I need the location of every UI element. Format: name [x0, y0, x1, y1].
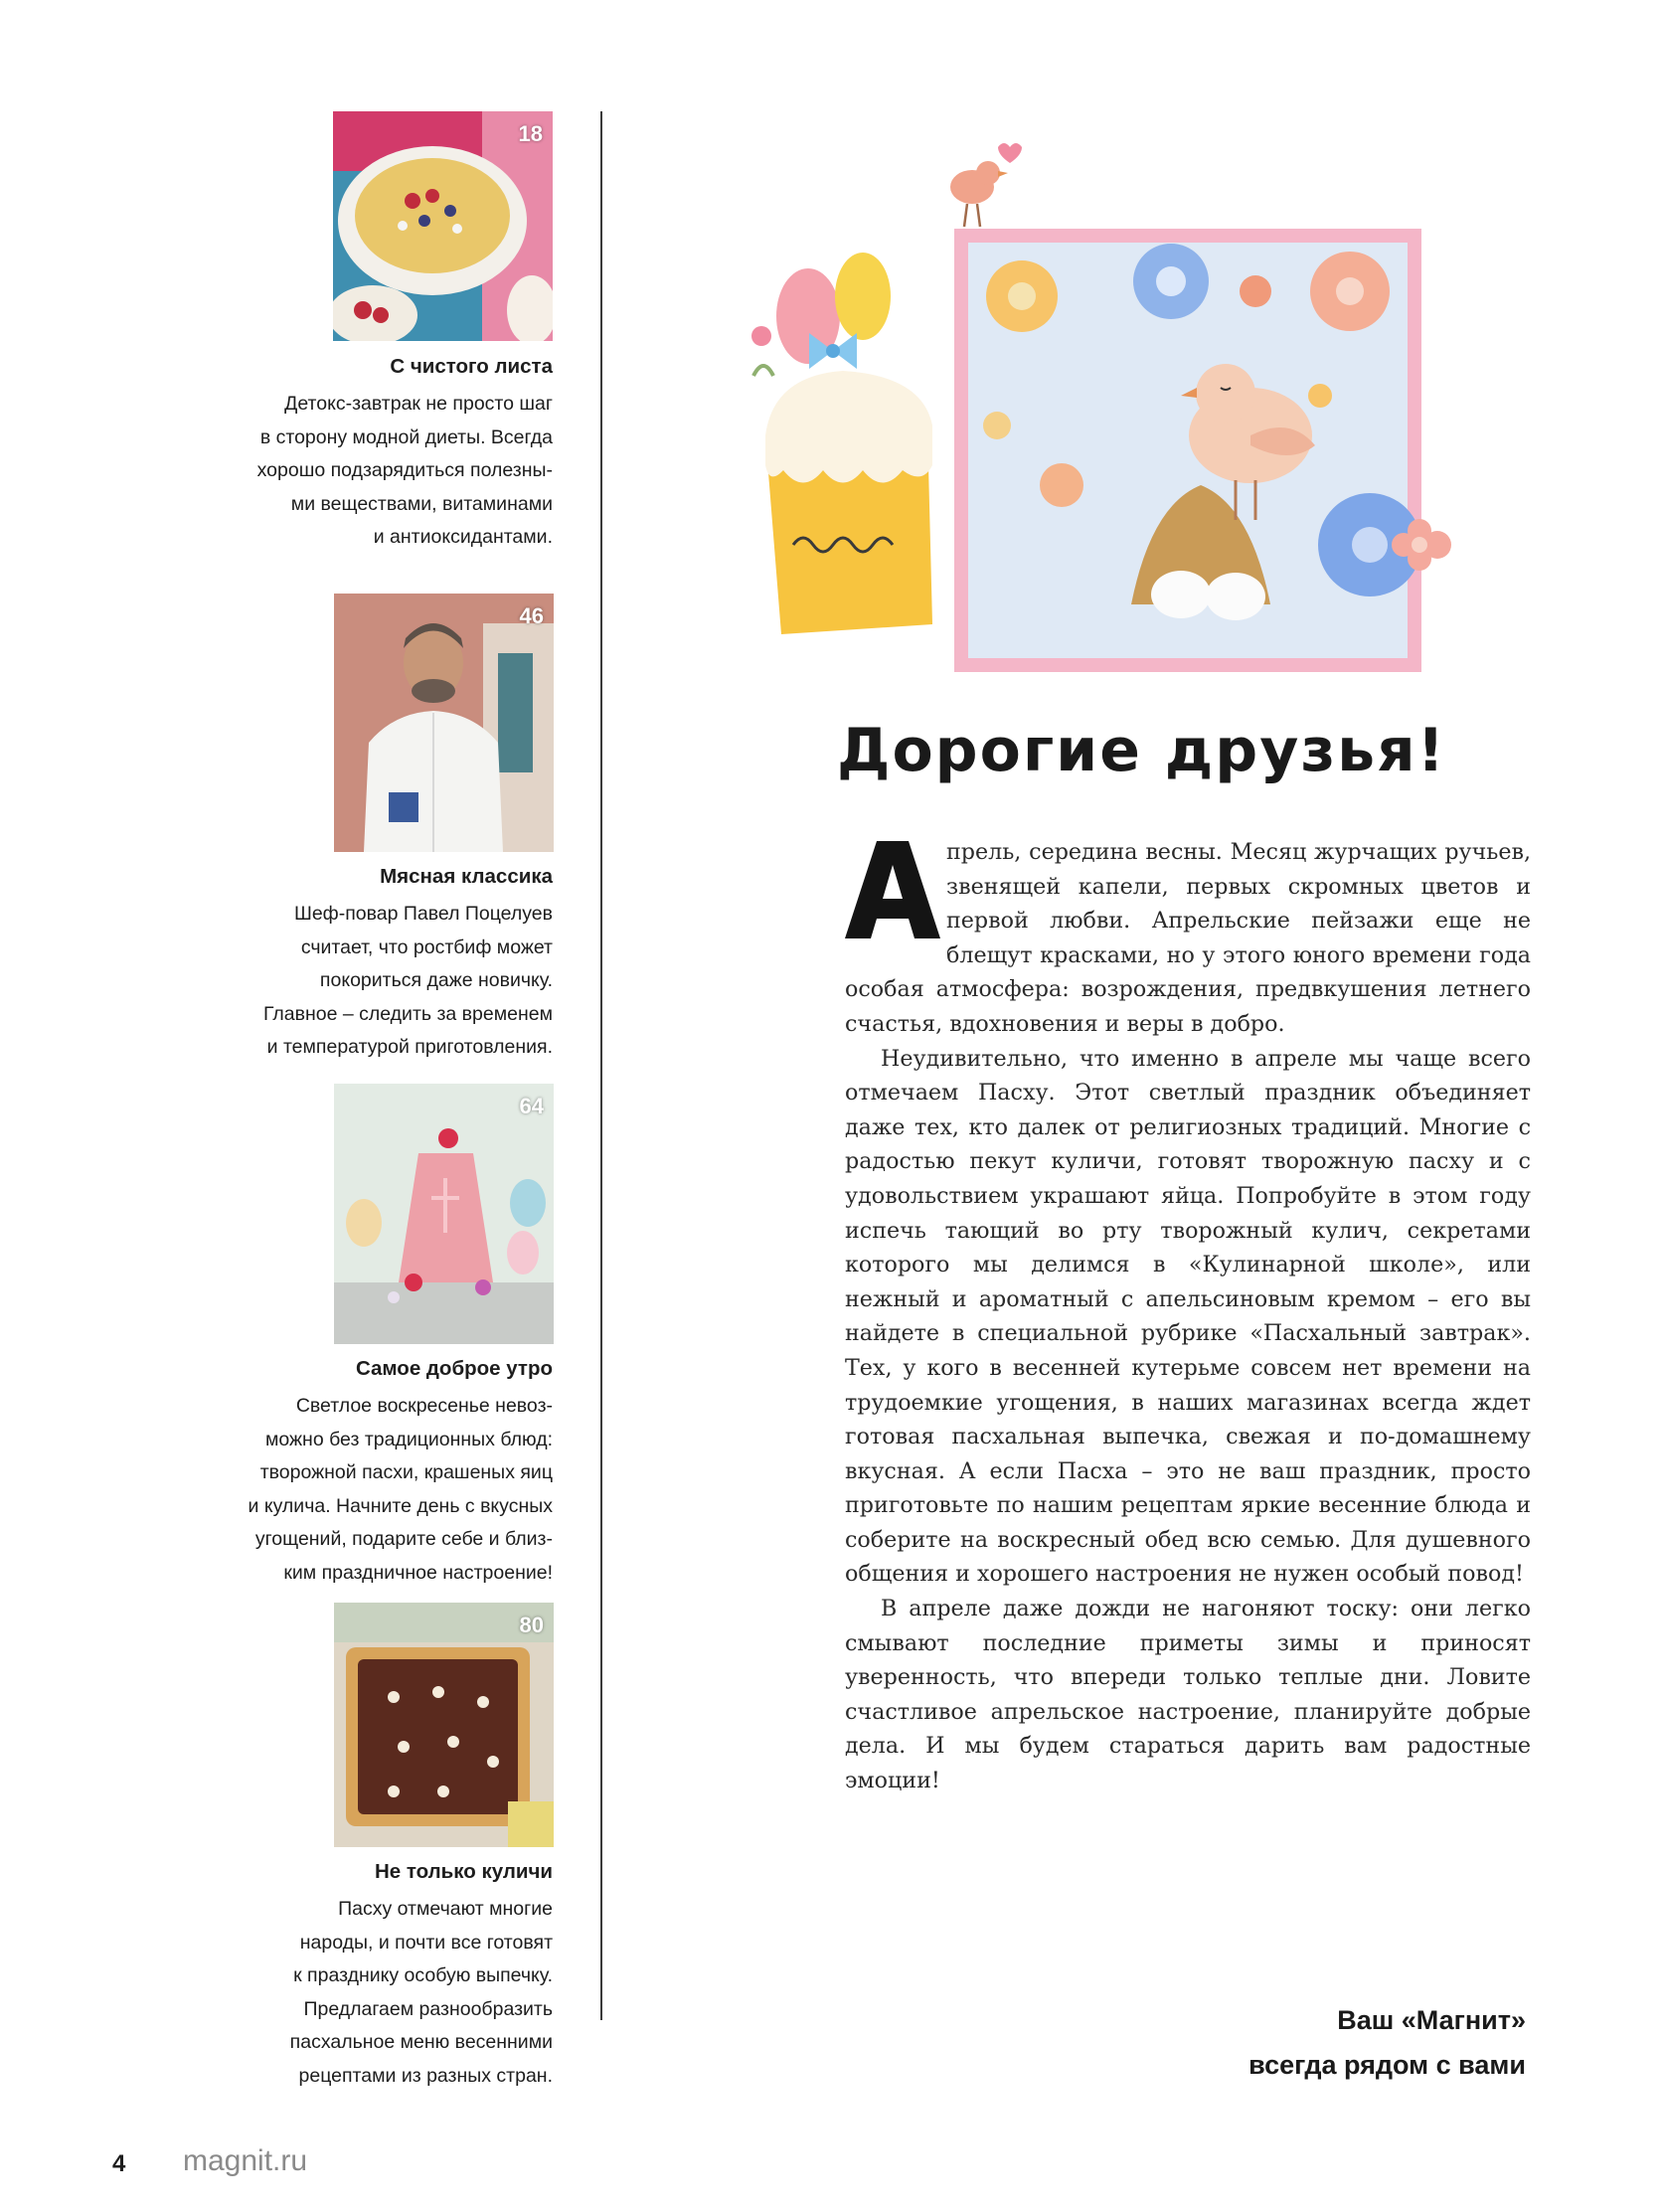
page-ref-80: 80 [519, 1613, 544, 1637]
teaser-text [225, 1893, 553, 2093]
teaser-photo-paskha[interactable] [334, 1084, 554, 1344]
editorial-headline: Дорогие друзья! [837, 716, 1447, 785]
teaser-text [225, 1390, 553, 1590]
teaser-roastbeef[interactable] [262, 594, 553, 1058]
teaser-line: пасхальное меню весенними [289, 2031, 553, 2053]
column-divider [600, 111, 602, 2020]
teaser-photo-oatmeal[interactable] [333, 111, 553, 341]
teaser-line: народы, и почти все готовят [299, 1931, 553, 1954]
teaser-line: в сторону модной диеты. Всегда [259, 425, 553, 448]
page-ref-64: 64 [519, 1094, 544, 1118]
teaser-line: можно без традиционных блюд: [264, 1428, 553, 1450]
page-number: 4 [112, 2150, 126, 2177]
mazurka-pie-image [334, 1603, 554, 1847]
teaser-line: Главное – следить за временем [262, 1002, 553, 1025]
teaser-morning[interactable] [248, 1084, 553, 1584]
teaser-photo-pie[interactable] [334, 1603, 554, 1847]
teaser-line: Детокс-завтрак не просто шаг [284, 393, 553, 415]
small-bird-decor [950, 143, 1022, 227]
chef-portrait-image [334, 594, 554, 852]
teaser-line: Шеф-повар Павел Поцелуев [293, 903, 553, 925]
easter-illustration [734, 127, 1459, 684]
teaser-line: Светлое воскресенье невоз- [295, 1395, 553, 1417]
teaser-line: к празднику особую выпечку. [293, 1964, 553, 1986]
page-ref-46: 46 [519, 603, 544, 628]
teaser-line: и антиоксидантами. [373, 526, 553, 548]
teaser-line: ким праздничное настроение! [283, 1561, 553, 1584]
teaser-title: С чистого листа [390, 355, 553, 378]
teaser-line: ми веществами, витаминами [290, 492, 553, 515]
teaser-photo-chef[interactable] [334, 594, 554, 852]
teaser-title: Не только куличи [374, 1860, 553, 1883]
article-paragraph: Неудивительно, что именно в апреле мы чаще всего отмечаем Пасху. Этот светлый праздник объединяет даже тех, кто далек от религиозных традиций. Многие с радостью пекут куличи, готовят творожную пасху и с удовольствием украшают яйца. Попробуйте в этом году испечь тающий во рту творожный кулич, секретами которого мы делимся в «Кулинарной школе», или нежный и ароматный с апельсиновым кремом – его вы найдете в специальной рубрике «Пасхальный завтрак». Тех, у кого в весенней кутерьме совсем нет времени на трудоемкие угощения, в наших магазинах всегда ждет готовая пасхальная выпечка, свежая и по-домашнему вкусная. А если Пасха – это не ваш праздник, просто приготовьте по нашим рецептам яркие весенние блюда и соберите на воскресный обед всю семью. Для душевного общения и хорошего настроения не нужен особый повод! [845, 1045, 1531, 1588]
article-paragraph-text: прель, середина весны. Месяц журчащих ручьев, звенящей капели, первых скромных цветов и первой любви. Апрельские пейзажи еще не блещут красками, но у этого юного времени года особая атмосфера: возрождения, предвкушения летнего счастья, вдохновения и веры в добро. [845, 839, 1531, 1037]
teaser-line: угощений, подарите себе и близ- [254, 1528, 553, 1550]
teaser-line: Предлагаем разнообразить [303, 1997, 553, 2020]
teaser-text [225, 898, 553, 1065]
teaser-line: рецептами из разных стран. [298, 2064, 553, 2087]
teaser-line: Пасху отмечают многие [338, 1898, 553, 1920]
teaser-line: покориться даже новичку. [319, 969, 553, 991]
teaser-baking[interactable] [284, 1603, 553, 2100]
editorial-text [845, 835, 1531, 1798]
page-ref-18: 18 [518, 121, 543, 146]
article-paragraph: В апреле даже дожди не нагоняют тоску: они легко смывают последние приметы зимы и приносят уверенность, что впереди только теплые дни. Ловите счастливое апрельское настроение, планируйте добрые дела. И мы будем стараться дарить вам радостные эмоции! [845, 1596, 1531, 1794]
article-paragraph [845, 835, 1531, 1042]
signoff [1248, 1998, 1526, 2088]
kulich-decor [751, 253, 932, 634]
signoff-line: всегда рядом с вами [1248, 2050, 1526, 2080]
teaser-text [225, 388, 553, 555]
signoff-line: Ваш «Магнит» [1337, 2005, 1526, 2035]
dropcap-glyph: А [893, 911, 894, 912]
dropcap-letter [845, 841, 940, 938]
teaser-title: Мясная классика [380, 865, 553, 888]
teaser-detox[interactable] [256, 111, 553, 548]
teaser-line: считает, что ростбиф может [300, 936, 553, 958]
teaser-title: Самое доброе утро [355, 1357, 553, 1380]
teaser-line: творожной пасхи, крашеных яиц [259, 1461, 553, 1483]
paskha-image [334, 1084, 554, 1344]
teaser-line: хорошо подзарядиться полезны- [256, 459, 553, 481]
teaser-line: и кулича. Начните день с вкусных [248, 1494, 553, 1517]
teaser-line: и температурой приготовления. [266, 1036, 553, 1058]
site-link[interactable]: magnit.ru [183, 2144, 308, 2177]
